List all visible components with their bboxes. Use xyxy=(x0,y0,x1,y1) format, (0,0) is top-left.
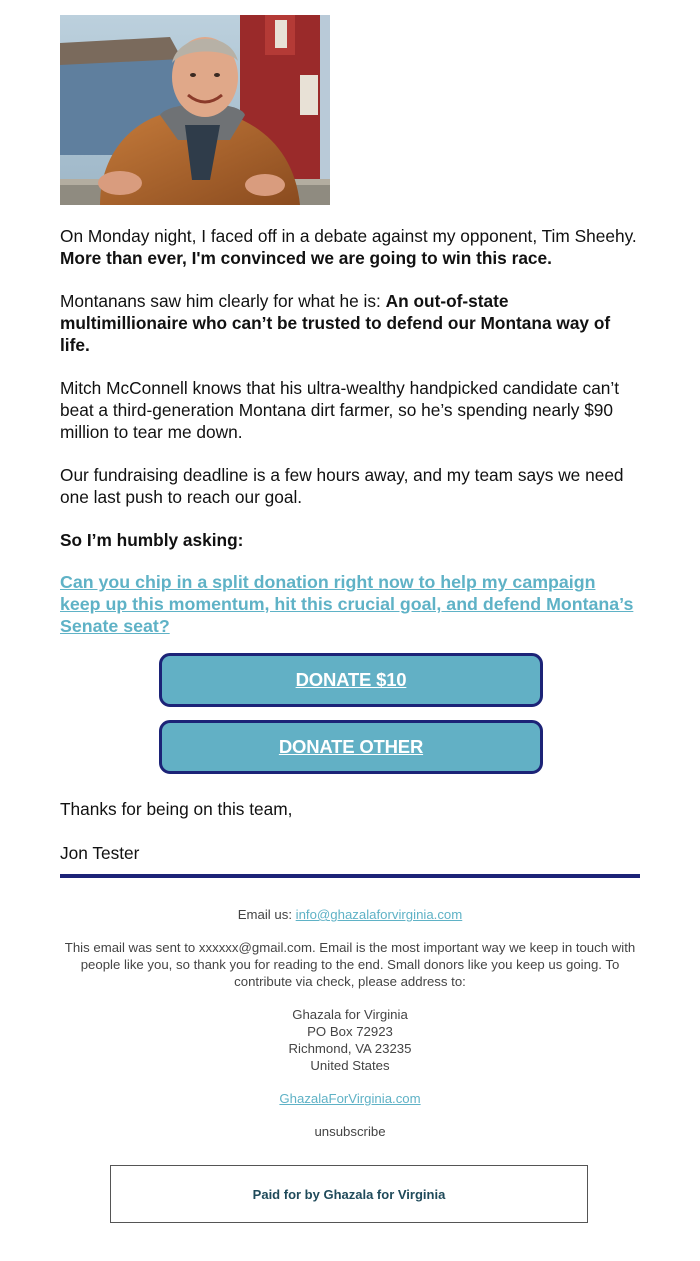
unsubscribe-link[interactable]: unsubscribe xyxy=(314,1124,386,1139)
thanks-text: Thanks for being on this team, xyxy=(60,799,293,819)
footer-divider xyxy=(60,874,640,878)
paragraph-mcconnell: Mitch McConnell knows that his ultra-wealthy handpicked candidate can’t beat a third-generation Montana dirt farmer, so he’s spending nearly $90 million to tear me down. xyxy=(60,378,620,442)
footer-notice: This email was sent to xxxxxx@gmail.com. Email is the most important way we keep in touch with people like you, so thank you for reading to the end. Small donors like you keep us going. To contribute via check, please address to: xyxy=(64,940,636,989)
footer xyxy=(60,906,640,1156)
contact-email-link[interactable]: info@ghazalaforvirginia.com xyxy=(295,907,463,922)
candidate-photo xyxy=(60,15,330,205)
signature-name: Jon Tester xyxy=(60,843,140,863)
website-link[interactable]: GhazalaForVirginia.com xyxy=(279,1091,421,1106)
donate-buttons xyxy=(60,653,640,774)
paragraph-opponent: Montanans saw him clearly for what he is: An out-of-state multimillionaire who can’t be trusted to defend our Montana way of life. xyxy=(60,291,611,355)
bold-statement: More than ever, I'm convinced we are going to win this race. xyxy=(60,248,552,268)
paid-for-disclaimer: Paid for by Ghazala for Virginia xyxy=(110,1165,588,1223)
website-line xyxy=(60,1090,640,1107)
message-body xyxy=(60,225,640,637)
unsubscribe-line xyxy=(60,1123,640,1140)
mailing-address: Ghazala for Virginia PO Box 72923 Richmond, VA 23235 United States xyxy=(288,1007,412,1073)
donation-ask-link[interactable]: Can you chip in a split donation right now to help my campaign keep up this momentum, hit this crucial goal, and defend Montana’s Senate seat? xyxy=(60,572,634,636)
paragraph-deadline: Our fundraising deadline is a few hours away, and my team says we need one last push to reach our goal. xyxy=(60,465,624,507)
paragraph-debate: On Monday night, I faced off in a debate against my opponent, Tim Sheehy. More than ever, I'm convinced we are going to win this race. xyxy=(60,226,637,268)
donate-other-button[interactable]: DONATE OTHER xyxy=(159,720,543,774)
signoff xyxy=(60,798,640,864)
bold-statement: An out-of-state multimillionaire who can’t be trusted to defend our Montana way of life. xyxy=(60,291,611,355)
donate-10-button[interactable]: DONATE $10 xyxy=(159,653,543,707)
email-us-line: Email us: info@ghazalaforvirginia.com xyxy=(237,907,463,922)
email-body xyxy=(60,15,640,886)
paragraph-ask: So I’m humbly asking: xyxy=(60,530,244,550)
